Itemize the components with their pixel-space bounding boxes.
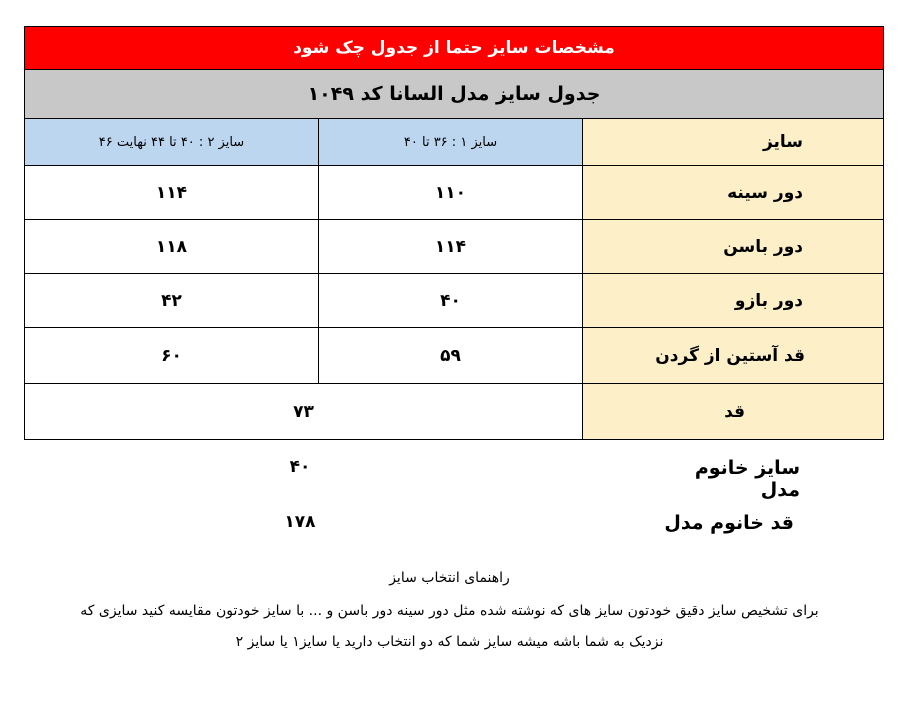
model-height-label: قد خانوم مدل: [664, 512, 794, 534]
chest-size2: ۱۱۴: [25, 166, 319, 220]
table-row: [25, 274, 884, 328]
hip-size1: ۱۱۴: [319, 220, 583, 274]
banner-row: [25, 27, 884, 70]
guide-title: راهنمای انتخاب سایز: [389, 570, 510, 586]
header-size1: سایز ۱ : ۳۶ تا ۴۰: [319, 119, 583, 166]
sleeve-size1: ۵۹: [319, 328, 583, 384]
arm-size2: ۴۲: [25, 274, 319, 328]
table-subtitle: جدول سایز مدل السانا کد ۱۰۴۹: [25, 70, 884, 119]
header-row: [25, 119, 884, 166]
guide-line-2: نزدیک به شما باشه میشه سایز شما که دو انتخاب دارید یا سایز۱ یا سایز ۲: [235, 634, 664, 650]
sleeve-label: قد آستین از گردن: [583, 328, 884, 384]
table-row: [25, 328, 884, 384]
chest-size1: ۱۱۰: [319, 166, 583, 220]
sleeve-size2: ۶۰: [25, 328, 319, 384]
hip-size2: ۱۱۸: [25, 220, 319, 274]
model-height-value: ۱۷۸: [284, 512, 316, 532]
guide-line-1: برای تشخیص سایز دقیق خودتون سایز های که نوشته شده مثل دور سینه دور باسن و ... با سایز خودتون مقایسه کنید سایزی که: [80, 603, 819, 619]
header-label: سایز: [583, 119, 884, 166]
subtitle-row: [25, 70, 884, 119]
hip-label: دور باسن: [583, 220, 884, 274]
chest-label: دور سینه: [583, 166, 884, 220]
model-size-value: ۴۰: [289, 457, 311, 477]
arm-size1: ۴۰: [319, 274, 583, 328]
model-size-label: سایز خانوم مدل: [694, 457, 800, 501]
length-label: قد: [583, 384, 884, 440]
table-row: [25, 166, 884, 220]
arm-label: دور بازو: [583, 274, 884, 328]
length-value: ۷۳: [25, 384, 583, 440]
size-table: [24, 26, 884, 440]
table-row: [25, 220, 884, 274]
title-banner: مشخصات سایز حتما از جدول چک شود: [25, 27, 884, 70]
header-size2: سایز ۲ : ۴۰ تا ۴۴ نهایت ۴۶: [25, 119, 319, 166]
table-row: [25, 384, 884, 440]
